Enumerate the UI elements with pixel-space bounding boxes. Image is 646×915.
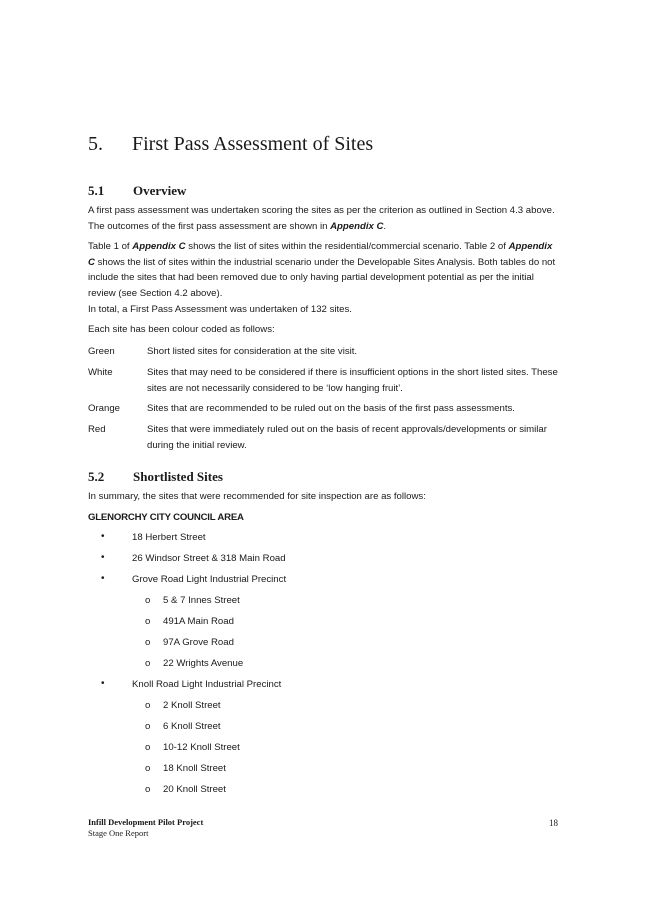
- sub-list-item: 6 Knoll Street: [163, 721, 221, 732]
- overview-paragraph-1: A first pass assessment was undertaken scoring the sites as per the criterion as outlined in Section 4.3 above. The outcomes of the first pass assessment are shown in Appendix C.: [88, 205, 555, 232]
- footer-project-title: Infill Development Pilot Project: [88, 817, 204, 827]
- sub-list-item: 491A Main Road: [163, 616, 234, 627]
- code-definition-white: Sites that may need to be considered if there is insufficient options in the short listed sites. These sites are not necessarily considered to be ‘low hanging fruit’.: [147, 367, 558, 394]
- sub-bullet-icon: o: [145, 784, 151, 795]
- sub-list-item: 5 & 7 Innes Street: [163, 595, 240, 606]
- shortlisted-intro: In summary, the sites that were recommended for site inspection are as follows:: [88, 491, 426, 502]
- bullet-icon: •: [101, 552, 105, 563]
- sub-list-item: 22 Wrights Avenue: [163, 658, 244, 669]
- section-number: 5.1: [88, 183, 105, 198]
- chapter-number: 5.: [88, 133, 103, 155]
- section-number: 5.2: [88, 469, 105, 484]
- code-term-green: Green: [88, 346, 115, 357]
- sub-list-item: 97A Grove Road: [163, 637, 234, 648]
- sub-bullet-icon: o: [145, 742, 151, 753]
- council-area-heading: GLENORCHY CITY COUNCIL AREA: [88, 512, 244, 523]
- list-item: Knoll Road Light Industrial Precinct: [132, 679, 282, 690]
- bullet-icon: •: [101, 678, 105, 689]
- list-item: Grove Road Light Industrial Precinct: [132, 574, 287, 585]
- appendix-reference: Appendix C: [88, 241, 553, 268]
- sub-list-item: 10-12 Knoll Street: [163, 742, 240, 753]
- sub-list-item: 2 Knoll Street: [163, 700, 221, 711]
- sub-bullet-icon: o: [145, 721, 151, 732]
- sub-bullet-icon: o: [145, 595, 151, 606]
- code-term-white: White: [88, 367, 113, 378]
- page-number: 18: [549, 818, 558, 828]
- section-title: Shortlisted Sites: [133, 469, 223, 484]
- sub-bullet-icon: o: [145, 658, 151, 669]
- code-definition-red: Sites that were immediately ruled out on the basis of recent approvals/developments or similar during the initial review.: [147, 424, 547, 451]
- footer-report-title: Stage One Report: [88, 828, 149, 838]
- sub-bullet-icon: o: [145, 637, 151, 648]
- appendix-reference: Appendix C: [330, 220, 384, 232]
- code-term-red: Red: [88, 424, 106, 435]
- page-footer: [88, 817, 203, 839]
- sub-bullet-icon: o: [145, 616, 151, 627]
- code-definition-green: Short listed sites for consideration at the site visit.: [147, 346, 358, 357]
- sub-list-item: 20 Knoll Street: [163, 784, 226, 795]
- overview-paragraph-4: Each site has been colour coded as follows:: [88, 324, 275, 335]
- sub-list-item: 18 Knoll Street: [163, 763, 226, 774]
- list-item: 18 Herbert Street: [132, 532, 206, 543]
- chapter-title: First Pass Assessment of Sites: [132, 133, 374, 155]
- bullet-icon: •: [101, 573, 105, 584]
- appendix-reference: Appendix C: [132, 241, 186, 252]
- overview-paragraph-2: Table 1 of Appendix C shows the list of sites within the residential/commercial scenario. Table 2 of Appendix C shows the list of sites within the industrial scenario under the Developable Sites Analysis. Both tables do not include the sites that had been removed due to only having partial development potential as per the initial review (see Section 4.2 above).: [88, 241, 556, 299]
- sub-bullet-icon: o: [145, 700, 151, 711]
- list-item: 26 Windsor Street & 318 Main Road: [132, 553, 286, 564]
- bullet-icon: •: [101, 531, 105, 542]
- code-definition-orange: Sites that are recommended to be ruled out on the basis of the first pass assessments.: [147, 403, 515, 414]
- code-term-orange: Orange: [88, 403, 120, 414]
- section-title: Overview: [133, 183, 187, 198]
- overview-paragraph-3: In total, a First Pass Assessment was undertaken of 132 sites.: [88, 304, 352, 315]
- sub-bullet-icon: o: [145, 763, 151, 774]
